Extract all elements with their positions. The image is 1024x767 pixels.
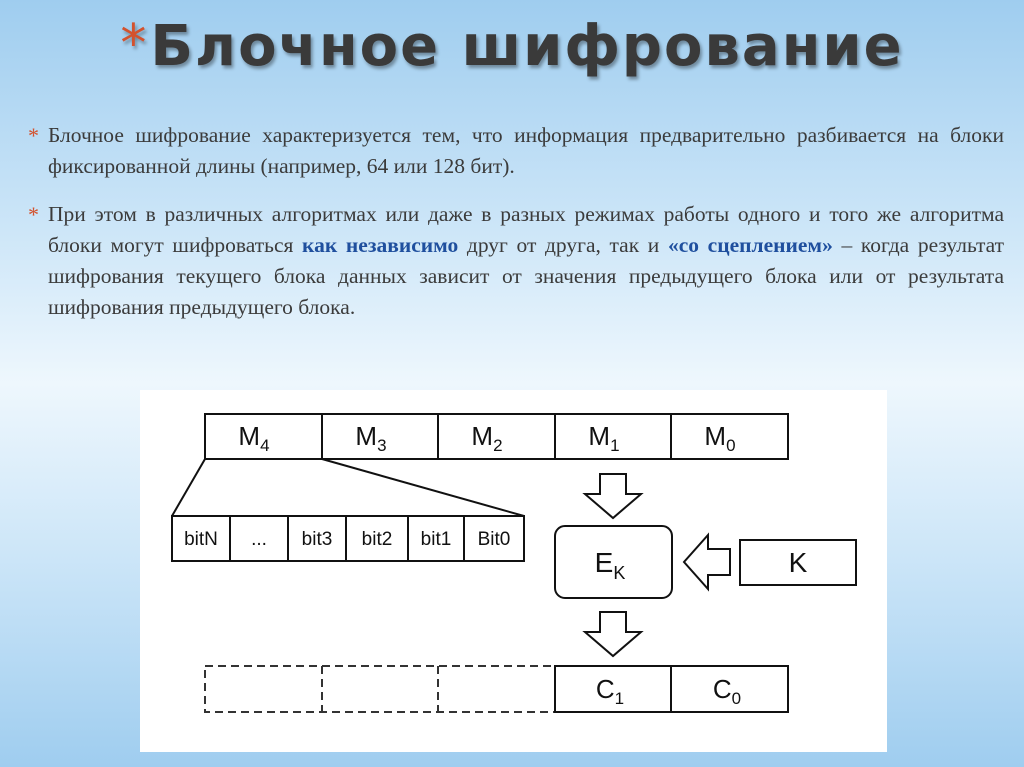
bit-label: bit2	[361, 529, 393, 550]
title-text: Блочное шифрование	[150, 14, 904, 79]
highlight-chaining: «со сцеплением»	[667, 233, 833, 257]
title-star-icon: *	[120, 14, 149, 74]
previous-cipher-placeholder	[205, 666, 555, 712]
bit-label: bitN	[184, 529, 218, 550]
encrypt-box	[555, 526, 672, 598]
arrow-down-icon	[585, 612, 641, 656]
key-label: K	[788, 547, 808, 578]
bullet-star-icon: *	[28, 202, 39, 227]
bit-label: ...	[251, 529, 267, 550]
message-block-m4: $M_4$	[238, 421, 270, 455]
highlight-independent: как независимо	[302, 233, 459, 257]
bit-label: bit1	[420, 529, 452, 550]
paragraph-2-text-before: При этом в различных алгоритмах или даже в разных режимах работы одного и того же алгоритма блоки могут шифроваться	[48, 202, 1004, 257]
encrypt-label: $E_K$	[594, 547, 626, 583]
cipher-block-c1: $C_1$	[595, 674, 625, 708]
arrow-left-icon	[684, 535, 730, 589]
zoom-line-right	[322, 459, 524, 516]
bit-label: Bit0	[477, 529, 511, 550]
paragraph-1-text: Блочное шифрование характеризуется тем, что информация предварительно разбивается на блоки фиксированной длины (например, 64 или 128 бит).	[48, 123, 1004, 178]
zoom-line-left	[172, 459, 205, 516]
message-block-m3: $M_3$	[355, 421, 387, 455]
arrow-down-icon	[585, 474, 641, 518]
bit-label: bit3	[301, 529, 333, 550]
paragraph-2-text-middle: друг от друга, так и	[458, 233, 668, 257]
diagram-svg	[140, 390, 887, 752]
message-block-m2: $M_2$	[471, 421, 503, 455]
cipher-block-c0: $C_0$	[712, 674, 742, 708]
bullet-star-icon: *	[28, 123, 39, 148]
paragraph-2	[28, 199, 1004, 323]
bits-row	[172, 516, 524, 561]
paragraph-1	[28, 120, 1004, 182]
message-block-m0: $M_0$	[704, 421, 736, 455]
message-block-m1: $M_1$	[588, 421, 620, 455]
block-cipher-diagram	[140, 390, 887, 752]
slide-title	[0, 14, 1024, 79]
paragraph-2-text-after: – когда результат шифрования текущего блока данных зависит от значения предыдущего блока или от результата шифрования предыдущего блока.	[48, 233, 1004, 319]
